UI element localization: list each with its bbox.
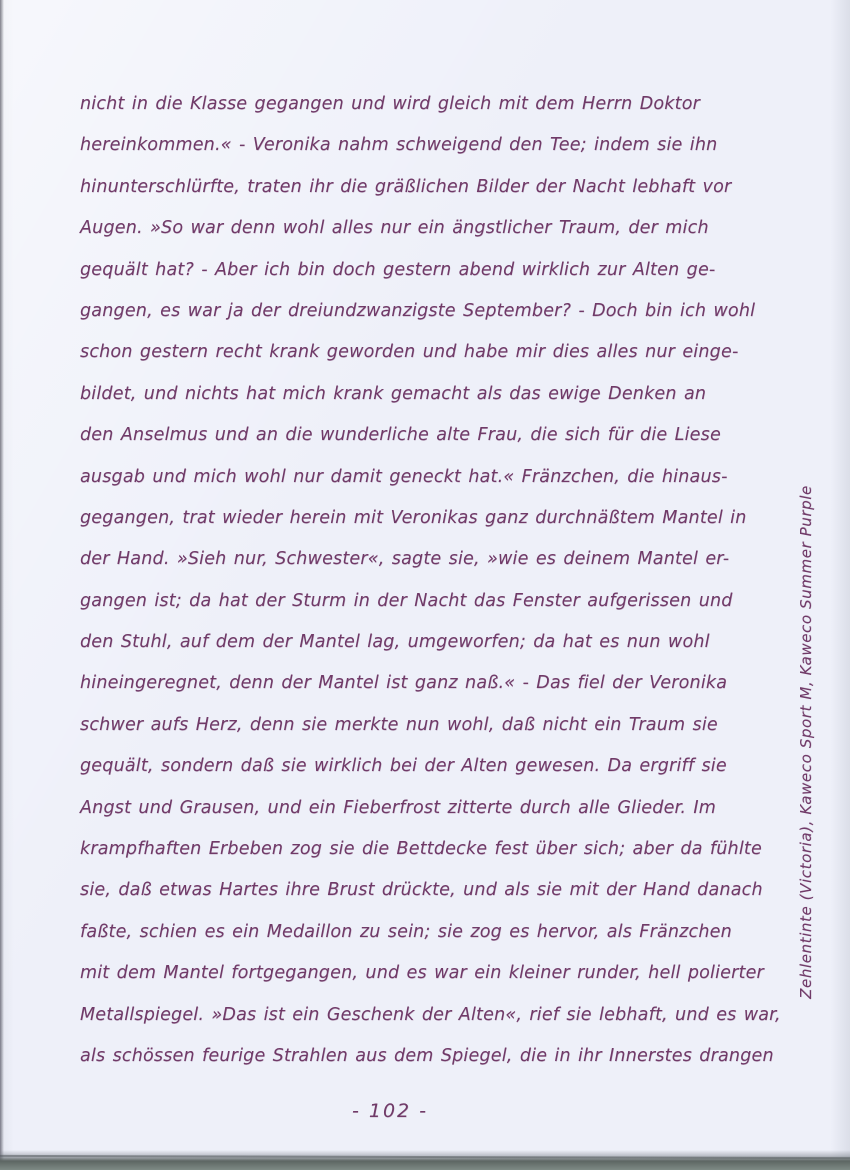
text-line: den Stuhl, auf dem der Mantel lag, umgeworfen; da hat es nun wohl: [80, 632, 710, 653]
text-line: gangen, es war ja der dreiundzwanzigste September? - Doch bin ich wohl: [80, 300, 756, 321]
text-line: gegangen, trat wieder herein mit Veronikas ganz durchnäßtem Mantel in: [80, 507, 747, 528]
text-line: hineingeregnet, denn der Mantel ist ganz naß.« - Das fiel der Veronika: [80, 673, 728, 694]
text-line: faßte, schien es ein Medaillon zu sein; sie zog es hervor, als Fränzchen: [80, 921, 732, 942]
margin-pen-ink-note: Zehlentinte (Victoria), Kaweco Sport M, Kaweco Summer Purple: [797, 485, 815, 999]
text-line: krampfhaften Erbeben zog sie die Bettdecke fest über sich; aber da fühlte: [80, 839, 762, 860]
text-line: der Hand. »Sieh nur, Schwester«, sagte sie, »wie es deinem Mantel er-: [80, 549, 730, 570]
text-line: den Anselmus und an die wunderliche alte Frau, die sich für die Liese: [80, 425, 721, 446]
text-line: schon gestern recht krank geworden und habe mir dies alles nur einge-: [80, 342, 739, 363]
scan-bottom-shadow: [0, 1150, 850, 1170]
text-line: als schössen feurige Strahlen aus dem Spiegel, die in ihr Innerstes drangen: [80, 1045, 774, 1066]
text-line: bildet, und nichts hat mich krank gemacht als das ewige Denken an: [80, 383, 707, 404]
text-line: Metallspiegel. »Das ist ein Geschenk der Alten«, rief sie lebhaft, und es war,: [80, 1004, 781, 1025]
page-number: - 102 -: [351, 1100, 429, 1122]
text-line: nicht in die Klasse gegangen und wird gleich mit dem Herrn Doktor: [80, 94, 700, 114]
text-line: hinunterschlürfte, traten ihr die gräßlichen Bilder der Nacht lebhaft vor: [80, 176, 732, 197]
text-line: gequält hat? - Aber ich bin doch gestern abend wirklich zur Alten ge-: [80, 259, 716, 280]
text-line: Angst und Grausen, und ein Fieberfrost zitterte durch alle Glieder. Im: [80, 797, 716, 818]
text-line: sie, daß etwas Hartes ihre Brust drückte, und als sie mit der Hand danach: [80, 880, 763, 901]
scan-left-edge-shadow: [0, 0, 4, 1170]
text-line: gequält, sondern daß sie wirklich bei der Alten gewesen. Da ergriff sie: [80, 756, 727, 777]
text-line: gangen ist; da hat der Sturm in der Nacht das Fenster aufgerissen und: [80, 590, 733, 611]
text-line: Augen. »So war denn wohl alles nur ein ängstlicher Traum, der mich: [80, 218, 709, 239]
text-line: schwer aufs Herz, denn sie merkte nun wohl, daß nicht ein Traum sie: [80, 714, 718, 735]
handwritten-text-block: [80, 84, 790, 1077]
text-line: hereinkommen.« - Veronika nahm schweigend den Tee; indem sie ihn: [80, 135, 718, 156]
text-line: mit dem Mantel fortgegangen, und es war ein kleiner runder, hell polierter: [80, 963, 764, 984]
text-line: ausgab und mich wohl nur damit geneckt hat.« Fränzchen, die hinaus-: [80, 466, 728, 487]
